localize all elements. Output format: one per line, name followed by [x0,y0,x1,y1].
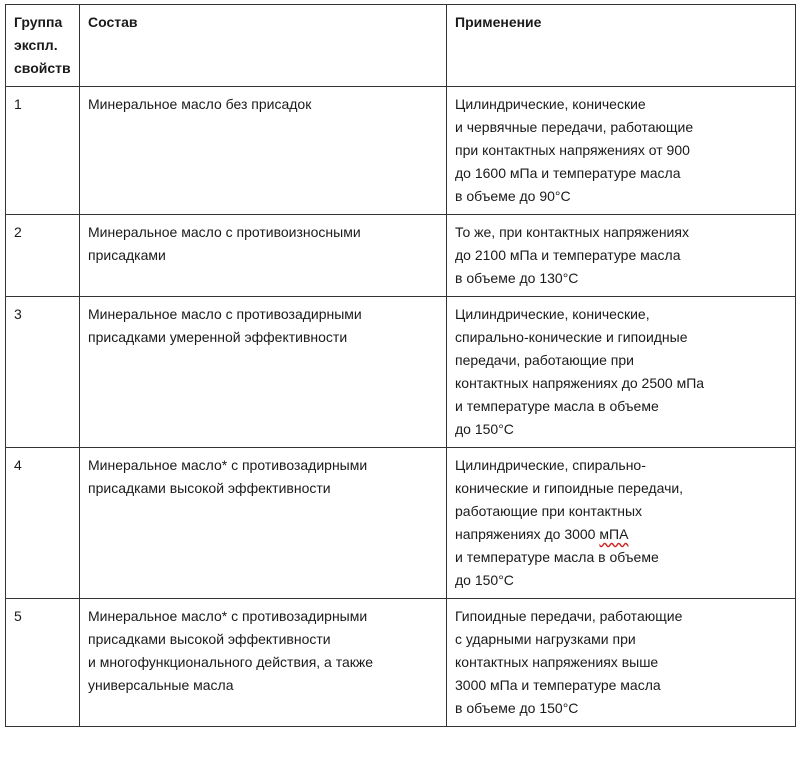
cell-application [447,215,796,297]
composition-line: Минеральное масло* с противозадирными [88,608,368,624]
application-line: в объеме до 90°С [455,188,571,204]
composition-line: присадками высокой эффективности [88,631,331,647]
application-line: Цилиндрические, конические [455,96,646,112]
table-row [6,215,796,297]
cell-group: 4 [6,448,80,599]
header-row [6,5,796,87]
application-line: Гипоидные передачи, работающие [455,608,683,624]
application-line: в объеме до 150°С [455,700,579,716]
header-group-line: Группа [14,14,63,30]
application-line: до 2100 мПа и температуре масла [455,247,681,263]
application-line: с ударными нагрузками при [455,631,636,647]
application-line: То же, при контактных напряжениях [455,224,689,240]
composition-line: Минеральное масло с противоизносными [88,224,361,240]
spellcheck-flagged-word: мПА [599,526,629,542]
application-line: конические и гипоидные передачи, [455,480,684,496]
cell-application [447,297,796,448]
cell-group: 3 [6,297,80,448]
cell-composition [80,448,447,599]
application-line: передачи, работающие при [455,352,634,368]
cell-group: 1 [6,87,80,215]
application-line-text: напряжениях до 3000 [455,526,600,542]
composition-line: присадками высокой эффективности [88,480,331,496]
table-row [6,599,796,727]
table-body [6,87,796,727]
application-line: Цилиндрические, конические, [455,306,650,322]
application-line: до 1600 мПа и температуре масла [455,165,681,181]
application-line: работающие при контактных [455,503,643,519]
cell-application [447,87,796,215]
application-line: и температуре масла в объеме [455,549,659,565]
composition-line: и многофункционального действия, а также [88,654,374,670]
header-composition: Состав [80,5,447,87]
table-header [6,5,796,87]
application-line: в объеме до 130°С [455,270,579,286]
header-group-line: свойств [14,60,71,76]
application-line: контактных напряжениях до 2500 мПа [455,375,705,391]
application-line: и температуре масла в объеме [455,398,659,414]
cell-composition [80,215,447,297]
application-line: при контактных напряжениях от 900 [455,142,690,158]
application-line: спирально-конические и гипоидные [455,329,688,345]
cell-application [447,448,796,599]
composition-line: присадками [88,247,166,263]
application-line-with-squiggle [455,523,787,546]
cell-composition [80,87,447,215]
table-row [6,297,796,448]
table-row [6,87,796,215]
composition-line: универсальные масла [88,677,234,693]
cell-composition [80,599,447,727]
composition-line: Минеральное масло* с противозадирными [88,457,368,473]
table-row [6,448,796,599]
application-line: Цилиндрические, спирально- [455,457,646,473]
cell-group: 5 [6,599,80,727]
composition-line: присадками умеренной эффективности [88,329,348,345]
cell-group: 2 [6,215,80,297]
cell-application [447,599,796,727]
header-group [6,5,80,87]
composition-line: Минеральное масло с противозадирными [88,306,362,322]
composition-line: Минеральное масло без присадок [88,96,312,112]
header-application: Применение [447,5,796,87]
application-line: контактных напряжениях выше [455,654,659,670]
application-line: и червячные передачи, работающие [455,119,694,135]
application-line: 3000 мПа и температуре масла [455,677,661,693]
application-line: до 150°С [455,572,514,588]
cell-composition [80,297,447,448]
header-group-line: экспл. [14,37,58,53]
application-line: до 150°С [455,421,514,437]
lubricant-groups-table [5,4,796,727]
